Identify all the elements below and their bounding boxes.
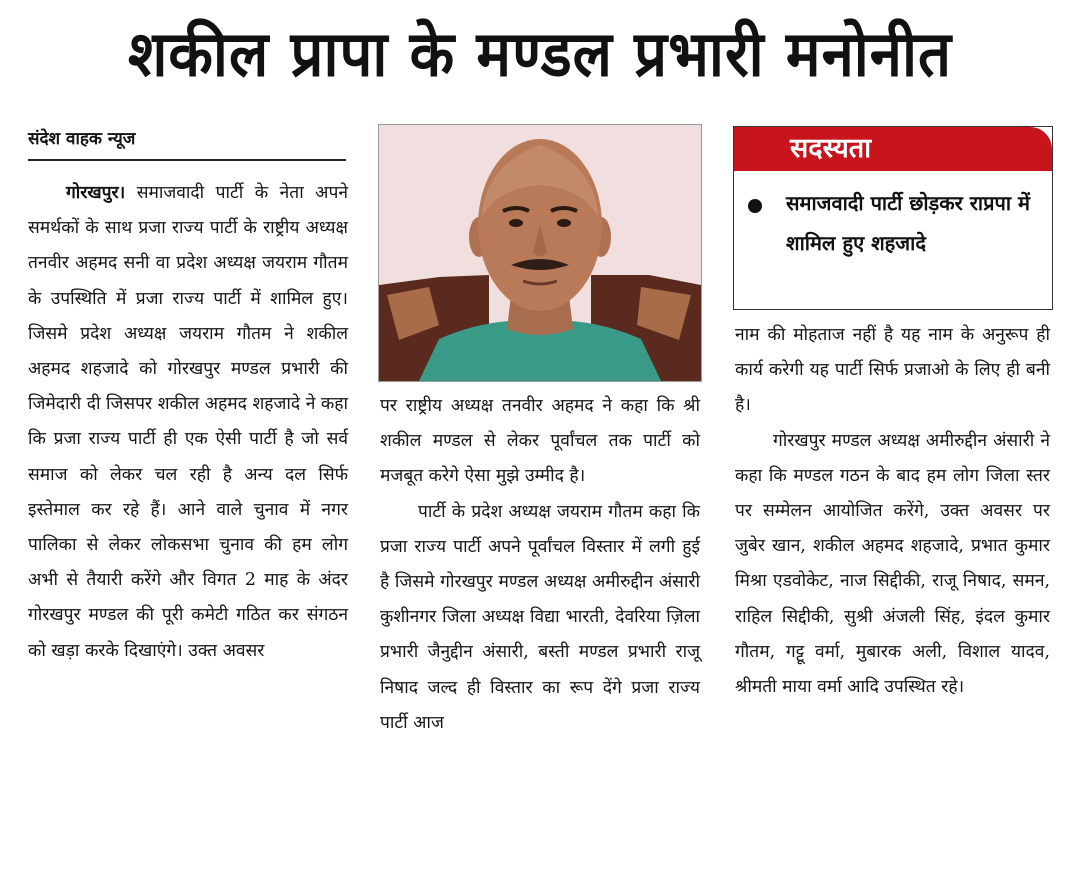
paragraph: पर राष्ट्रीय अध्यक्ष तनवीर अहमद ने कहा कि श्री शकील मण्डल से लेकर पूर्वांचल तक पार्टी को मजबूत करेगे ऐसा मुझे उम्मीद है। [380, 396, 700, 487]
paragraph [28, 176, 348, 669]
article-column-3 [735, 318, 1050, 705]
paragraph: नाम की मोहताज नहीं है यह नाम के अनुरूप ही कार्य करेगी यह पार्टी सिर्फ प्रजाओ के लिए ही बनी है। [735, 325, 1050, 416]
byline: संदेश वाहक न्यूज [28, 126, 346, 161]
highlight-box [733, 126, 1053, 310]
paragraph-text: समाजवादी पार्टी के नेता अपने समर्थकों के साथ प्रजा राज्य पार्टी के राष्ट्रीय अध्यक्ष तनवीर अहमद सनी वा प्रदेश अध्यक्ष जयराम गौतम के उपस्थिति में प्रजा राज्य पार्टी में शामिल हुए। जिसमे प्रदेश अध्यक्ष जयराम गौतम ने शकील अहमद शहजादे को गोरखपुर मण्डल प्रभारी की जिमेदारी दी जिसपर शकील अहमद शहजादे ने कहा कि प्रजा राज्य पार्टी ही एक ऐसी पार्टी है जो सर्व समाज को लेकर चल रही है अन्य दल सिर्फ इस्तेमाल कर रहे हैं। आने वाले चुनाव में नगर पालिका से लेकर लोकसभा चुनाव की हम लोग अभी से तैयारी करेंगे और विगत 2 माह के अंदर गोरखपुर मण्डल की पूरी कमेटी गठित कर संगठन को खड़ा करके दिखाएंगे। उक्त अवसर [28, 183, 348, 661]
paragraph: पार्टी के प्रदेश अध्यक्ष जयराम गौतम कहा कि प्रजा राज्य पार्टी अपने पूर्वांचल विस्तार में लगी हुई है जिसमे गोरखपुर मण्डल अध्यक्ष अमीरुद्दीन अंसारी कुशीनगर जिला अध्यक्ष विद्या भारती, देवरिया ज़िला प्रभारी जैनुद्दीन अंसारी, बस्ती मण्डल प्रभारी राजू निषाद जल्द ही विस्तार का रूप देंगे प्रजा राज्य पार्टी आज [380, 501, 700, 733]
portrait-illustration [379, 125, 701, 381]
section-tag: सदस्यता [734, 127, 1052, 171]
dateline: गोरखपुर। [66, 183, 126, 203]
paragraph: गोरखपुर मण्डल अध्यक्ष अमीरुद्दीन अंसारी ने कहा कि मण्डल गठन के बाद हम लोग जिला स्तर पर सम्मेलन आयोजित करेंगे, उक्त अवसर पर जुबेर खान, शकील अहमद शहजादे, प्रभात कुमार मिश्रा एडवोकेट, नाज सिद्दीकी, राजू निषाद, समन, राहिल सिद्दीकी, सुश्री अंजली सिंह, इंदल कुमार गौतम, गट्टू वर्मा, मुबारक अली, विशाल यादव, श्रीमती माया वर्मा आदि उपस्थित रहे। [735, 430, 1050, 698]
bullet-icon [748, 199, 762, 213]
headline: शकील प्रापा के मण्डल प्रभारी मनोनीत [127, 17, 953, 91]
highlight-text: समाजवादी पार्टी छोड़कर राप्रपा में शामिल हुए शहजादे [786, 191, 1030, 255]
article-column-2 [380, 389, 700, 741]
news-photo [378, 124, 702, 382]
article-column-1 [28, 176, 348, 669]
